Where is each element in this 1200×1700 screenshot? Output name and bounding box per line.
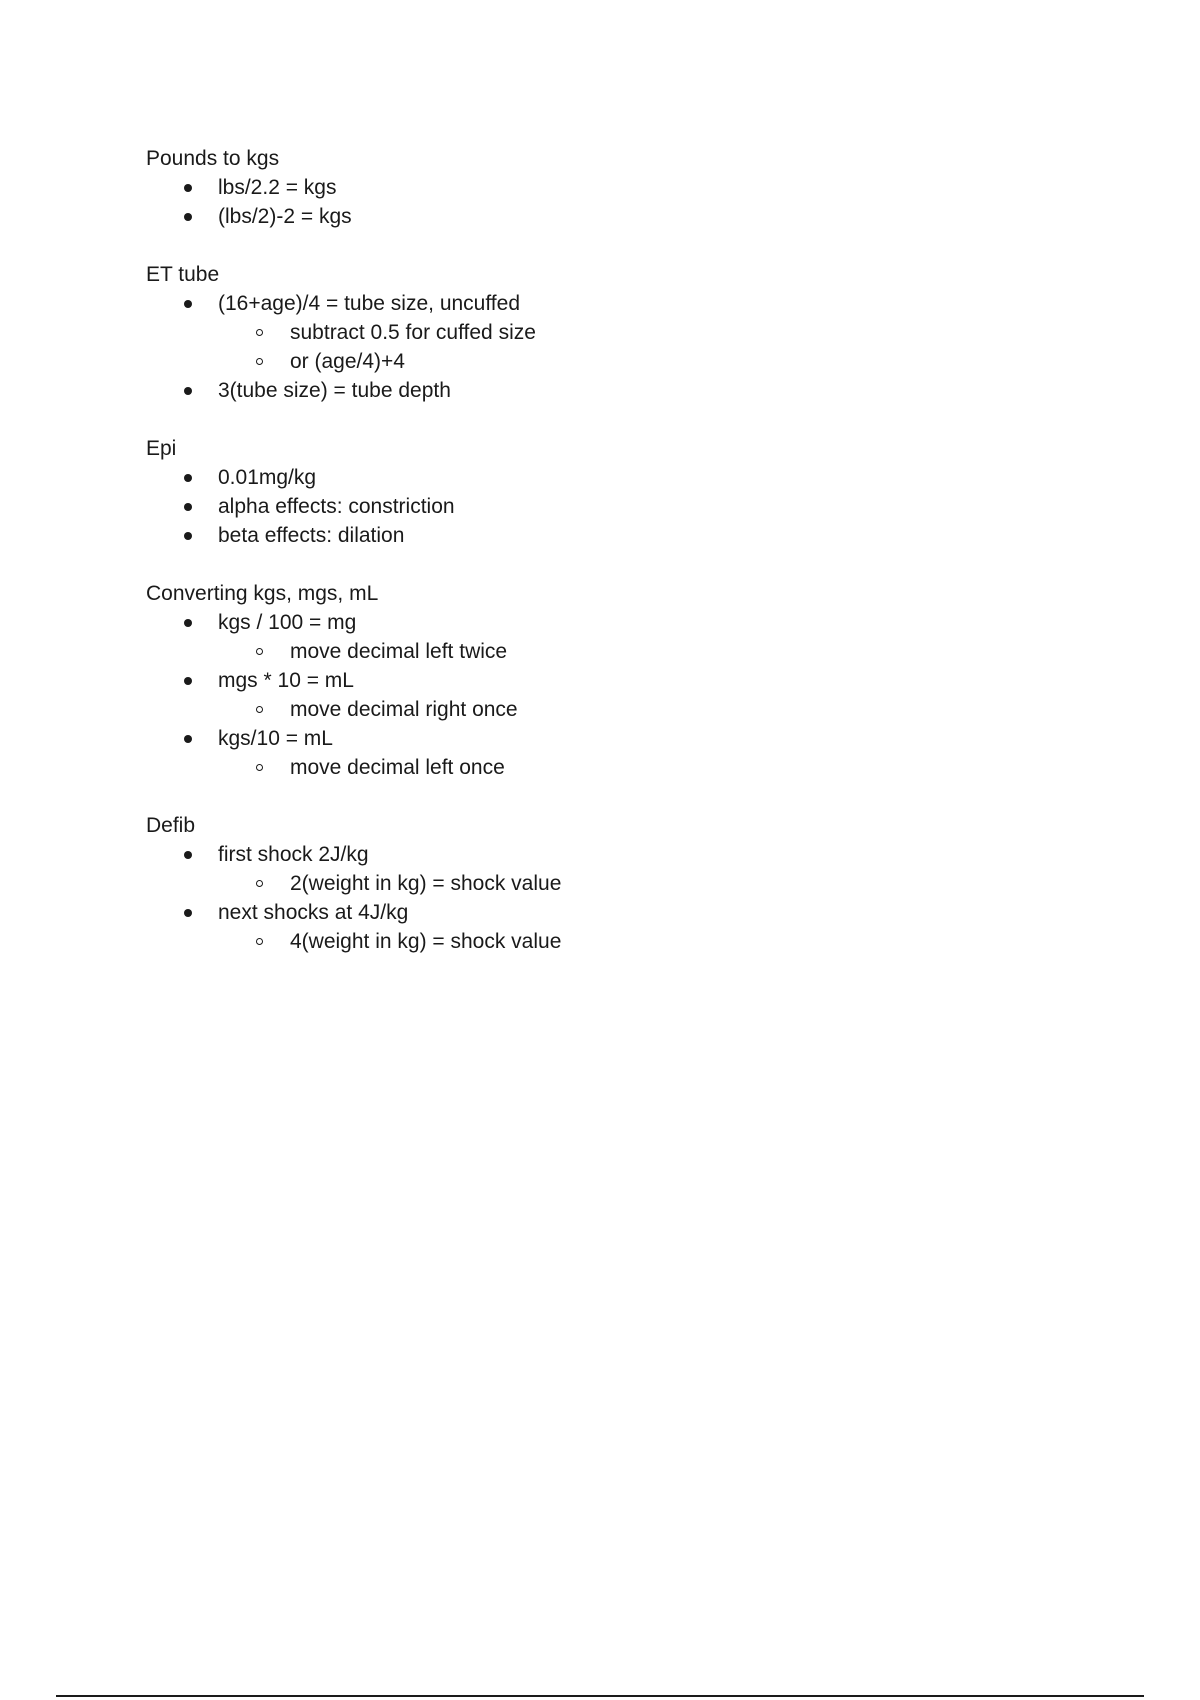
filled-bullet-icon — [184, 909, 192, 917]
list-item-text: or (age/4)+4 — [290, 350, 405, 373]
page-bottom-divider — [56, 1695, 1144, 1697]
filled-bullet-icon — [184, 532, 192, 540]
sub-list-item — [146, 637, 1046, 666]
section-heading: Epi — [146, 437, 177, 460]
section-heading: Pounds to kgs — [146, 147, 280, 170]
list-item-text: kgs/10 = mL — [218, 727, 333, 750]
list-item-text: 3(tube size) = tube depth — [218, 379, 451, 402]
sub-list-item — [146, 695, 1046, 724]
filled-bullet-icon — [184, 503, 192, 511]
hollow-bullet-icon — [256, 938, 263, 945]
list-item — [146, 463, 1046, 492]
hollow-bullet-icon — [256, 329, 263, 336]
list-item-text: move decimal left once — [290, 756, 505, 779]
list-item-text: lbs/2.2 = kgs — [218, 176, 337, 199]
section-epi — [146, 434, 1046, 550]
list-item-text: 0.01mg/kg — [218, 466, 317, 489]
list-item — [146, 202, 1046, 231]
section-converting-units — [146, 579, 1046, 782]
list-item-text: mgs * 10 = mL — [218, 669, 354, 692]
filled-bullet-icon — [184, 300, 192, 308]
filled-bullet-icon — [184, 213, 192, 221]
bullet-list — [146, 289, 1046, 405]
list-item-text: (16+age)/4 = tube size, uncuffed — [218, 292, 520, 315]
list-item-text: kgs / 100 = mg — [218, 611, 357, 634]
list-item — [146, 608, 1046, 637]
list-item-text: (lbs/2)-2 = kgs — [218, 205, 352, 228]
list-item — [146, 724, 1046, 753]
list-item — [146, 289, 1046, 318]
list-item-text: next shocks at 4J/kg — [218, 901, 409, 924]
hollow-bullet-icon — [256, 706, 263, 713]
list-item — [146, 173, 1046, 202]
notes-content — [146, 144, 1046, 985]
list-item-text: first shock 2J/kg — [218, 843, 369, 866]
filled-bullet-icon — [184, 851, 192, 859]
filled-bullet-icon — [184, 184, 192, 192]
filled-bullet-icon — [184, 387, 192, 395]
section-pounds-to-kgs — [146, 144, 1046, 231]
sub-list-item — [146, 347, 1046, 376]
hollow-bullet-icon — [256, 880, 263, 887]
list-item-text: alpha effects: constriction — [218, 495, 455, 518]
list-item — [146, 492, 1046, 521]
list-item-text: 4(weight in kg) = shock value — [290, 930, 562, 953]
list-item — [146, 840, 1046, 869]
section-heading: Converting kgs, mgs, mL — [146, 582, 379, 605]
filled-bullet-icon — [184, 677, 192, 685]
section-heading: Defib — [146, 814, 196, 837]
filled-bullet-icon — [184, 735, 192, 743]
bullet-list — [146, 608, 1046, 782]
bullet-list — [146, 463, 1046, 550]
section-et-tube — [146, 260, 1046, 405]
filled-bullet-icon — [184, 619, 192, 627]
bullet-list — [146, 173, 1046, 231]
list-item-text: move decimal left twice — [290, 640, 508, 663]
list-item — [146, 666, 1046, 695]
sub-list-item — [146, 927, 1046, 956]
hollow-bullet-icon — [256, 358, 263, 365]
list-item-text: move decimal right once — [290, 698, 518, 721]
list-item — [146, 376, 1046, 405]
list-item — [146, 898, 1046, 927]
sub-list-item — [146, 318, 1046, 347]
list-item-text: 2(weight in kg) = shock value — [290, 872, 562, 895]
hollow-bullet-icon — [256, 648, 263, 655]
sub-list-item — [146, 753, 1046, 782]
sub-list-item — [146, 869, 1046, 898]
bullet-list — [146, 840, 1046, 956]
section-heading: ET tube — [146, 263, 220, 286]
hollow-bullet-icon — [256, 764, 263, 771]
list-item-text: beta effects: dilation — [218, 524, 405, 547]
list-item — [146, 521, 1046, 550]
list-item-text: subtract 0.5 for cuffed size — [290, 321, 536, 344]
filled-bullet-icon — [184, 474, 192, 482]
section-defib — [146, 811, 1046, 956]
